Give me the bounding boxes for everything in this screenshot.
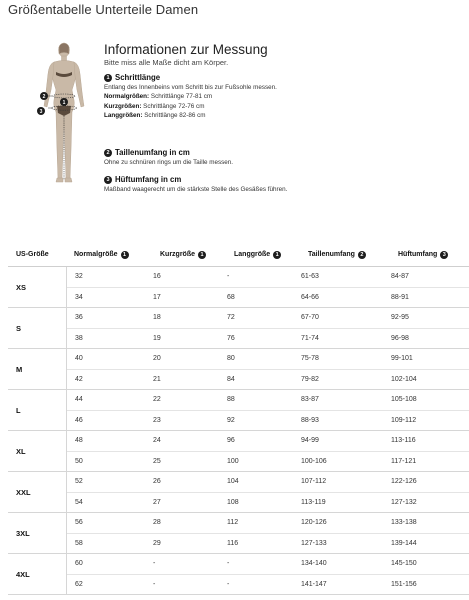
- column-header: [308, 251, 398, 259]
- table-header: [8, 243, 469, 267]
- table-row: [67, 308, 469, 328]
- figure-marker-hip: 3: [39, 109, 43, 115]
- size-group: [8, 308, 469, 349]
- us-size-label: L: [16, 405, 21, 415]
- size-group: [8, 349, 469, 390]
- table-cell: 75-78: [301, 355, 319, 363]
- size-group-rows: [66, 472, 469, 512]
- table-cell: 100: [227, 457, 239, 465]
- info-label: Normalgrößen:: [104, 93, 150, 101]
- table-cell: -: [153, 580, 156, 588]
- table-cell: 17: [153, 293, 161, 301]
- column-header-label: Kurzgröße: [160, 251, 195, 258]
- us-size-label: M: [16, 364, 23, 374]
- info-section-text: [104, 158, 464, 167]
- size-group: [8, 267, 469, 308]
- table-cell: 116: [227, 539, 239, 547]
- table-cell: 22: [153, 396, 161, 404]
- table-cell: 44: [75, 396, 83, 404]
- table-cell: 61-63: [301, 273, 319, 281]
- table-cell: 133-138: [391, 519, 417, 527]
- info-value: Maßband waagerecht um die stärkste Stelle des Gesäßes führen.: [104, 186, 288, 193]
- column-header: [234, 251, 308, 259]
- table-row: [67, 390, 469, 410]
- column-header: [8, 251, 74, 258]
- table-cell: 109-112: [391, 416, 417, 424]
- table-cell: 134-140: [301, 560, 327, 568]
- size-group: [8, 513, 469, 554]
- table-row: [67, 287, 469, 308]
- table-row: [67, 267, 469, 287]
- table-cell: 64-66: [301, 293, 319, 301]
- column-header-label: Langgröße: [234, 251, 271, 258]
- table-cell: 99-101: [391, 355, 413, 363]
- table-cell: 56: [75, 519, 83, 527]
- table-cell: 92-95: [391, 314, 409, 322]
- table-cell: 117-121: [391, 457, 417, 465]
- table-cell: 145-150: [391, 560, 417, 568]
- size-group-rows: [66, 431, 469, 471]
- table-cell: 62: [75, 580, 83, 588]
- table-cell: 21: [153, 375, 161, 383]
- us-size-label: S: [16, 323, 22, 333]
- table-cell: 18: [153, 314, 161, 322]
- table-row: [67, 533, 469, 554]
- table-row: [67, 492, 469, 513]
- info-section-text: [104, 83, 464, 92]
- column-header: [74, 251, 160, 259]
- table-cell: 88-93: [301, 416, 319, 424]
- table-cell: 112: [227, 519, 239, 527]
- table-cell: -: [227, 273, 230, 281]
- size-group-rows: [66, 308, 469, 348]
- table-cell: 48: [75, 437, 83, 445]
- table-cell: 122-126: [391, 478, 417, 486]
- table-cell: 102-104: [391, 375, 417, 383]
- table-cell: 27: [153, 498, 161, 506]
- table-cell: 24: [153, 437, 161, 445]
- column-header-label: Hüftumfang: [398, 251, 438, 258]
- us-size-label: 3XL: [16, 528, 30, 538]
- table-cell: 16: [153, 273, 161, 281]
- number-badge: 1: [198, 251, 206, 259]
- size-group: [8, 390, 469, 431]
- table-cell: -: [227, 560, 230, 568]
- table-cell: 113-119: [301, 498, 326, 506]
- size-table: [8, 243, 469, 595]
- info-section-3: [104, 175, 464, 194]
- info-section-title: Taillenumfang in cm: [115, 148, 190, 157]
- size-group-rows: [66, 390, 469, 430]
- table-cell: 28: [153, 519, 161, 527]
- table-cell: 36: [75, 314, 83, 322]
- table-cell: 88: [227, 396, 235, 404]
- info-value: Schrittlänge 82-86 cm: [142, 111, 206, 119]
- info-section-text: [104, 92, 464, 101]
- size-group: [8, 554, 469, 595]
- size-group-rows: [66, 513, 469, 553]
- table-cell: 84: [227, 375, 235, 383]
- table-cell: 50: [75, 457, 83, 465]
- us-size-label: XL: [16, 446, 26, 456]
- info-label: Kurzgrößen:: [104, 102, 142, 110]
- table-row: [67, 431, 469, 451]
- info-value: Entlang des Innenbeins vom Schritt bis zur Fußsohle messen.: [104, 84, 277, 91]
- table-row: [67, 451, 469, 472]
- table-cell: 20: [153, 355, 161, 363]
- size-group-rows: [66, 554, 469, 594]
- table-cell: 32: [75, 273, 83, 281]
- table-cell: 29: [153, 539, 161, 547]
- info-section-heading: [104, 73, 464, 83]
- table-cell: 19: [153, 334, 161, 342]
- table-cell: 80: [227, 355, 235, 363]
- table-cell: 26: [153, 478, 161, 486]
- us-size-label: XXL: [16, 487, 31, 497]
- size-group: [8, 431, 469, 472]
- info-value: Schrittlänge 77-81 cm: [149, 93, 213, 101]
- info-title: Informationen zur Messung: [104, 42, 268, 57]
- measurement-info: [104, 42, 464, 68]
- table-cell: 105-108: [391, 396, 417, 404]
- table-cell: -: [153, 560, 156, 568]
- table-row: [67, 369, 469, 390]
- table-cell: 76: [227, 334, 235, 342]
- table-cell: 38: [75, 334, 83, 342]
- info-section-text: [104, 185, 464, 194]
- table-cell: 42: [75, 375, 83, 383]
- table-cell: 113-116: [391, 437, 416, 445]
- table-cell: 79-82: [301, 375, 319, 383]
- us-size-label: XS: [16, 282, 27, 292]
- number-badge: 3: [104, 176, 112, 184]
- column-header-label: Taillenumfang: [308, 251, 355, 258]
- figure-marker-waist: 2: [42, 94, 46, 100]
- number-badge: 2: [358, 251, 366, 259]
- table-cell: 141-147: [301, 580, 327, 588]
- table-cell: 104: [227, 478, 239, 486]
- table-cell: 58: [75, 539, 83, 547]
- table-cell: 96: [227, 437, 235, 445]
- table-cell: 84-87: [391, 273, 409, 281]
- info-label: Langgrößen:: [104, 111, 143, 119]
- table-row: [67, 472, 469, 492]
- info-section-title: Hüftumfang in cm: [115, 175, 182, 184]
- table-cell: -: [227, 580, 230, 588]
- info-subtitle: Bitte miss alle Maße dicht am Körper.: [104, 58, 229, 67]
- table-cell: 83-87: [301, 396, 319, 404]
- table-cell: 127-132: [391, 498, 417, 506]
- table-row: [67, 554, 469, 574]
- column-header: [398, 251, 469, 259]
- table-row: [67, 574, 469, 595]
- table-cell: 68: [227, 293, 235, 301]
- body-figure-illustration: [34, 40, 94, 190]
- info-value: Schrittlänge 72-76 cm: [141, 102, 205, 110]
- table-cell: 108: [227, 498, 239, 506]
- number-badge: 1: [273, 251, 281, 259]
- page-title: Größentabelle Unterteile Damen: [8, 2, 199, 17]
- table-cell: 88-91: [391, 293, 409, 301]
- table-cell: 54: [75, 498, 83, 506]
- table-cell: 72: [227, 314, 235, 322]
- table-row: [67, 328, 469, 349]
- table-cell: 100-106: [301, 457, 327, 465]
- table-row: [67, 410, 469, 431]
- table-row: [67, 513, 469, 533]
- info-section-title: Schrittlänge: [115, 73, 161, 82]
- number-badge: 2: [104, 149, 112, 157]
- number-badge: 1: [121, 251, 129, 259]
- table-cell: 139-144: [391, 539, 417, 547]
- table-cell: 46: [75, 416, 83, 424]
- table-cell: 67-70: [301, 314, 319, 322]
- table-cell: 25: [153, 457, 161, 465]
- table-cell: 92: [227, 416, 235, 424]
- size-group: [8, 472, 469, 513]
- table-cell: 96-98: [391, 334, 409, 342]
- info-section-text: [104, 111, 464, 120]
- info-value: Ohne zu schnüren rings um die Taille messen.: [104, 159, 234, 166]
- table-cell: 52: [75, 478, 83, 486]
- table-cell: 60: [75, 560, 83, 568]
- info-section-text: [104, 102, 464, 111]
- number-badge: 3: [440, 251, 448, 259]
- table-cell: 127-133: [301, 539, 327, 547]
- us-size-label: 4XL: [16, 569, 30, 579]
- info-section-1: [104, 73, 464, 120]
- column-header-label: Normalgröße: [74, 251, 118, 258]
- table-cell: 40: [75, 355, 83, 363]
- figure-marker-inseam: 1: [62, 100, 66, 106]
- table-cell: 71-74: [301, 334, 319, 342]
- column-header-label: US-Größe: [16, 251, 49, 258]
- table-cell: 107-112: [301, 478, 327, 486]
- size-group-rows: [66, 349, 469, 389]
- table-cell: 94-99: [301, 437, 319, 445]
- column-header: [160, 251, 234, 259]
- size-group-rows: [66, 267, 469, 307]
- info-section-2: [104, 148, 464, 167]
- table-cell: 34: [75, 293, 83, 301]
- info-section-heading: [104, 148, 464, 158]
- info-section-heading: [104, 175, 464, 185]
- table-row: [67, 349, 469, 369]
- table-cell: 151-156: [391, 580, 417, 588]
- table-cell: 120-126: [301, 519, 327, 527]
- table-cell: 23: [153, 416, 161, 424]
- number-badge: 1: [104, 74, 112, 82]
